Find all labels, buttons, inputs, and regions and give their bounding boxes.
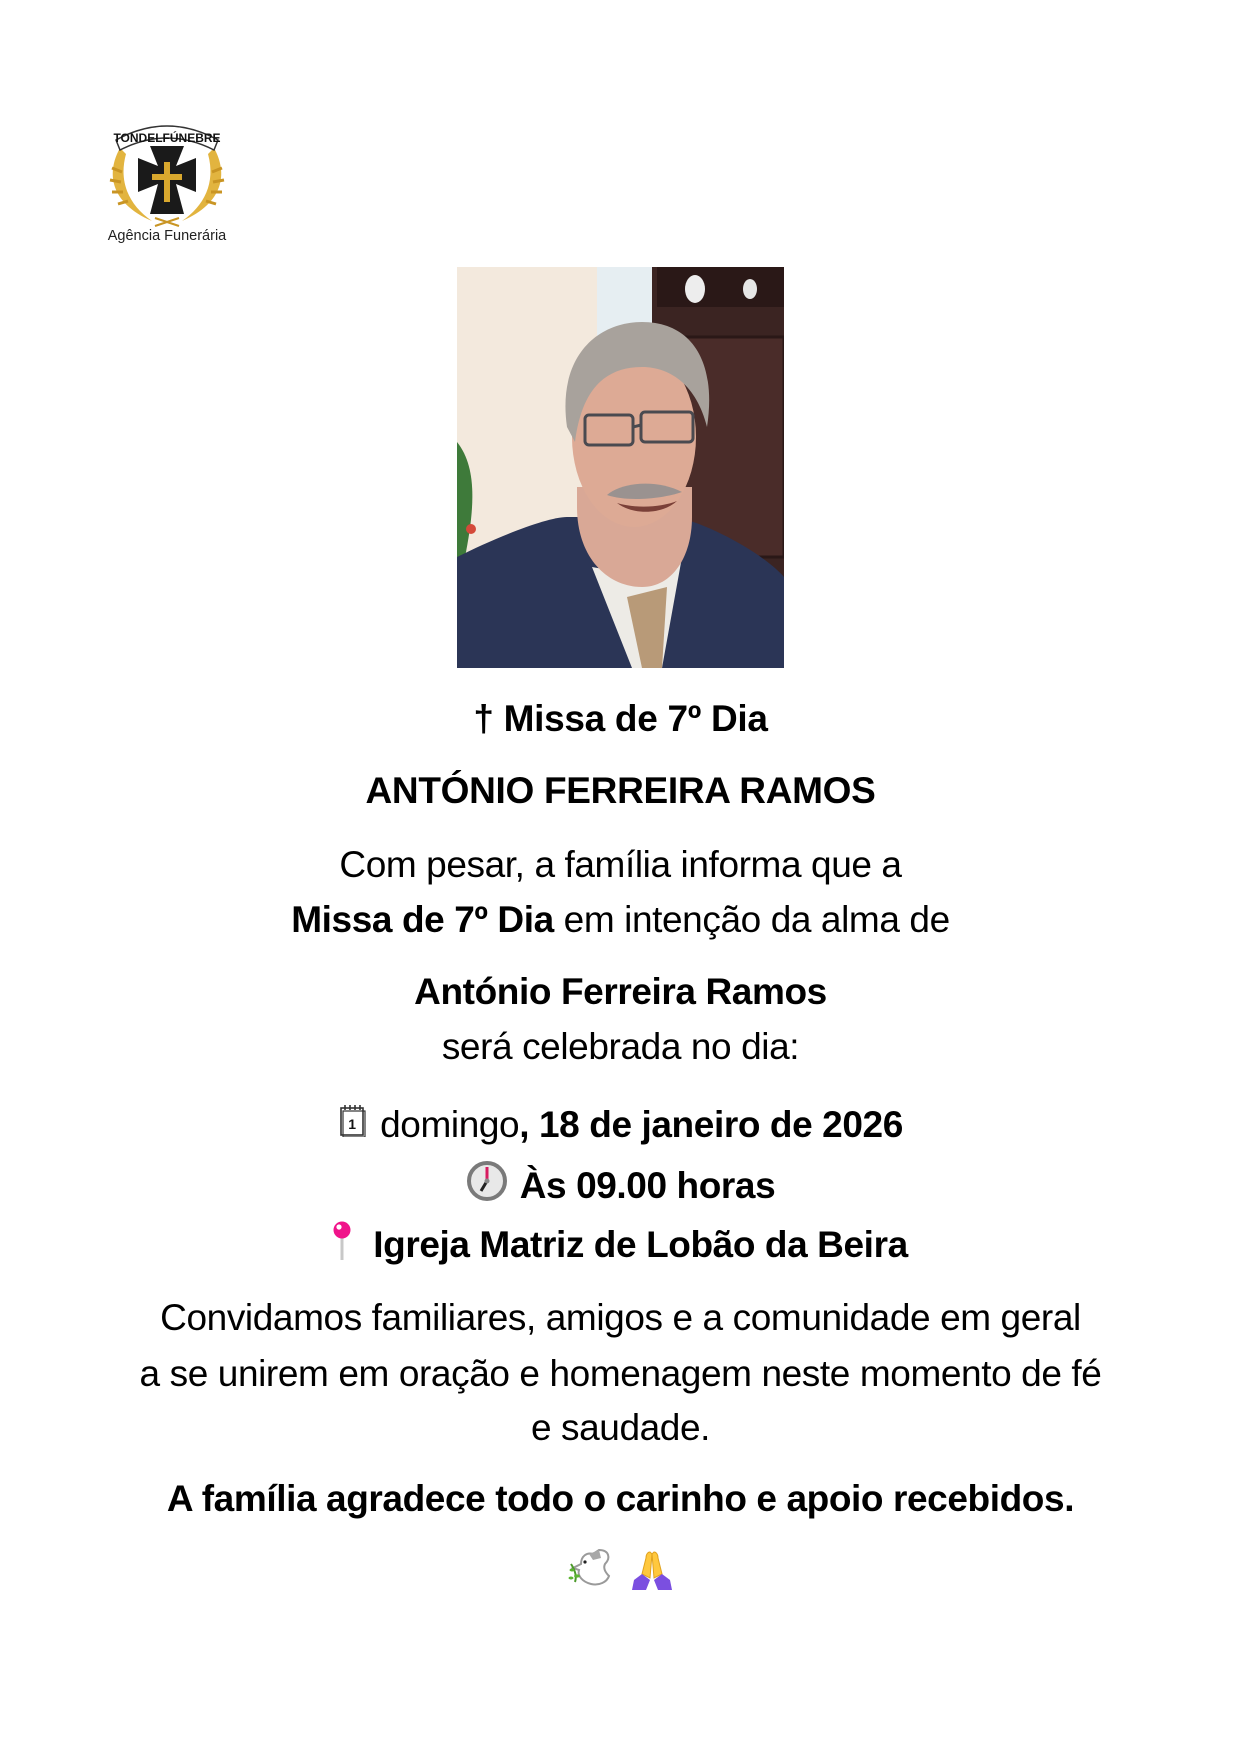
deceased-portrait <box>457 267 784 668</box>
funeral-agency-logo <box>100 118 234 253</box>
calendar-icon <box>338 1103 366 1143</box>
svg-text:TONDELFÚNEBRE: TONDELFÚNEBRE <box>113 131 221 145</box>
mass-location <box>0 1226 1241 1268</box>
logo-emblem-icon <box>100 118 234 228</box>
mass-date <box>0 1106 1241 1143</box>
praying-hands-icon <box>630 1548 674 1594</box>
family-thanks: A família agradece todo o carinho e apoio recebidos. <box>166 1478 1075 1519</box>
dagger-icon: † <box>473 698 494 739</box>
invitation-line-2: a se unirem em oração e homenagem neste momento de fé <box>139 1353 1102 1394</box>
dove-icon <box>567 1548 613 1594</box>
mass-title <box>0 700 1241 737</box>
mass-title-text: Missa de 7º Dia <box>503 698 768 739</box>
location-text: Igreja Matriz de Lobão da Beira <box>373 1224 908 1265</box>
footer-emojis <box>0 1548 1241 1594</box>
deceased-name-heading: ANTÓNIO FERREIRA RAMOS <box>365 770 876 811</box>
date-value: , 18 de janeiro de 2026 <box>519 1104 903 1145</box>
will-be-held-text: será celebrada no dia: <box>441 1026 800 1067</box>
intro-line-2-rest: em intenção da alma de <box>553 899 950 940</box>
invitation-line-1: Convidamos familiares, amigos e a comunidade em geral <box>160 1297 1081 1338</box>
intro-line-2 <box>0 901 1241 938</box>
invitation-line-3: e saudade. <box>530 1407 711 1448</box>
logo-subtitle: Agência Funerária <box>107 228 227 244</box>
svg-text:1: 1 <box>348 1116 356 1133</box>
intro-line-1: Com pesar, a família informa que a <box>339 844 902 885</box>
mass-time <box>0 1167 1241 1208</box>
date-weekday: domingo <box>380 1104 520 1145</box>
deceased-name: António Ferreira Ramos <box>414 971 827 1012</box>
clock-icon <box>466 1160 508 1208</box>
intro-mass-bold: Missa de 7º Dia <box>291 899 554 940</box>
time-text: Às 09.00 horas <box>519 1165 776 1206</box>
pin-icon <box>333 1220 351 1268</box>
